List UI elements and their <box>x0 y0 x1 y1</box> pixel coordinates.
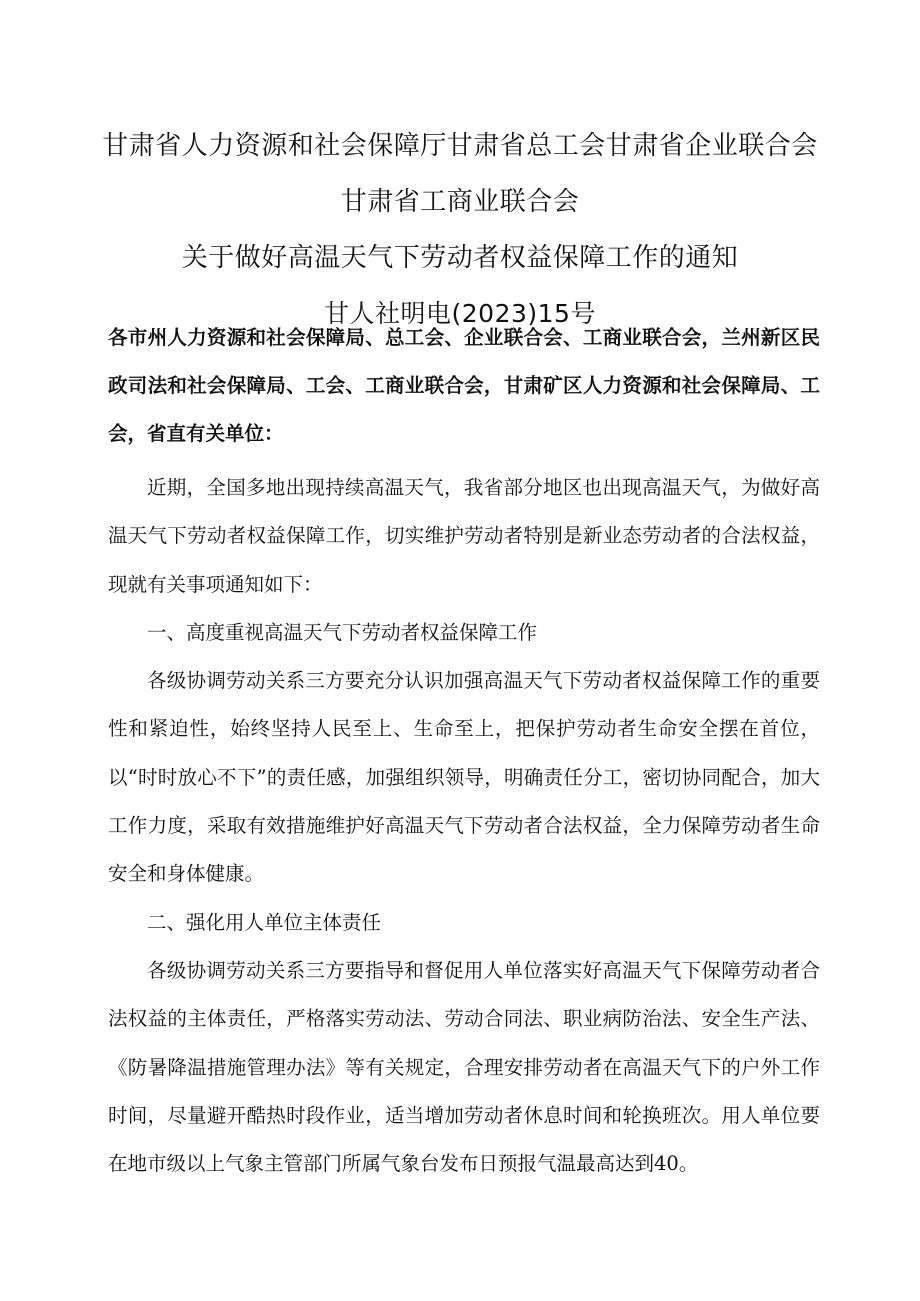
title-issuers-line: 甘肃省人力资源和社会保障厅甘肃省总工会甘肃省企业联合会 <box>102 131 818 161</box>
section-1-heading: 一、高度重视高温天气下劳动者权益保障工作 <box>147 620 538 644</box>
section-1-body: 各级协调劳动关系三方要充分认识加强高温天气下劳动者权益保障工作的重要性和紧迫性，始终坚持人民至上、生命至上，把保护劳动者生命安全摆在首位，以“时时放心不下”的责任感，加强组织领导，明确责任分工，密切协同配合，加大工作力度，采取有效措施维护好高温天气下劳动者合法权益，全力保障劳动者生命安全和身体健康。 <box>108 669 820 886</box>
intro-paragraph: 近期，全国多地出现持续高温天气，我省部分地区也出现高温天气，为做好高温天气下劳动者权益保障工作，切实维护劳动者特别是新业态劳动者的合法权益，现就有关事项通知如下： <box>108 476 820 596</box>
addressee: 各市州人力资源和社会保障局、总工会、企业联合会、工商业联合会，兰州新区民政司法和社会保障局、工会、工商业联合会，甘肃矿区人力资源和社会保障局、工会，省直有关单位： <box>108 326 820 445</box>
section-2-body: 各级协调劳动关系三方要指导和督促用人单位落实好高温天气下保障劳动者合法权益的主体责任，严格落实劳动法、劳动合同法、职业病防治法、安全生产法、《防暑降温措施管理办法》等有关规定，合理安排劳动者在高温天气下的户外工作时间，尽量避开酷热时段作业，适当增加劳动者休息时间和轮换班次。用人单位要在地市级以上气象主管部门所属气象台发布日预报气温最高达到40。 <box>108 958 820 1176</box>
title-issuers-line-2: 甘肃省工商业联合会 <box>340 187 580 217</box>
document-body <box>108 314 820 1188</box>
document-number: 甘人社明电(2023)15号 <box>324 299 596 328</box>
document-title-block <box>0 118 920 342</box>
section-2-heading: 二、强化用人单位主体责任 <box>147 910 382 934</box>
title-subject-line: 关于做好高温天气下劳动者权益保障工作的通知 <box>181 243 739 273</box>
